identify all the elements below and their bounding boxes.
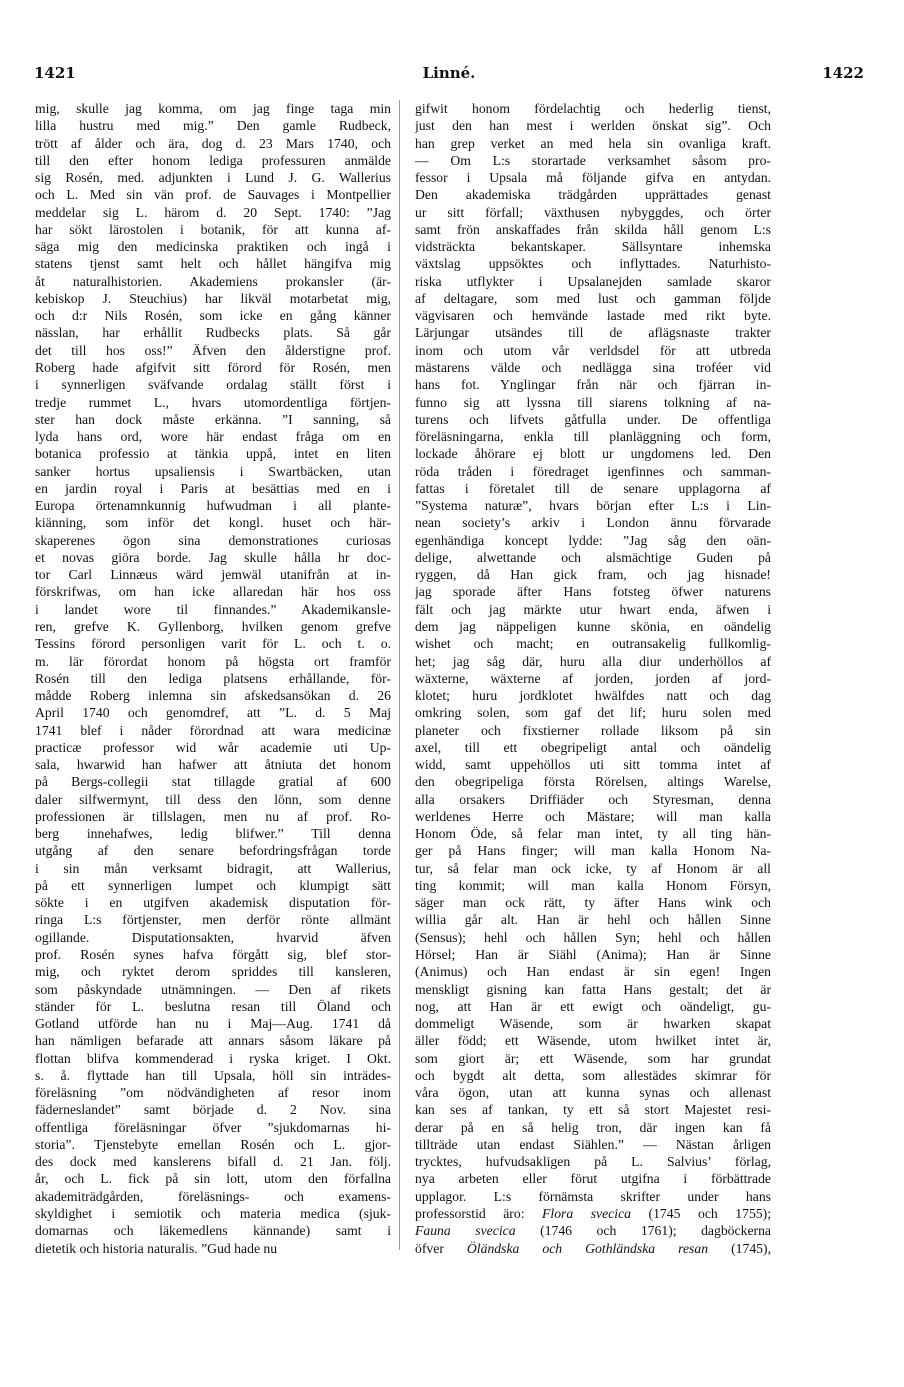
text-line: skaperenes ögon sina demonstrationes curiosas bbox=[35, 532, 391, 548]
text-line: åt naturalhistorien. Akademiens prokansler (är- bbox=[35, 273, 391, 289]
text-line: domarnas och läkemedlens kännande) samt i bbox=[35, 1223, 391, 1239]
text-line: han grep verket an med hela sin ovanliga kraft. bbox=[415, 135, 771, 151]
text-line: omkring solen, som gaf det lif; huru solen med bbox=[415, 705, 771, 721]
text-line: säga mig den medicinska praktiken och ingå i bbox=[35, 239, 391, 255]
text-line: sala, hwarwid han hafwer att åtniuta det honom bbox=[35, 757, 391, 773]
text-line: föreläsningarna, enkla till planläggning och form, bbox=[415, 429, 771, 445]
text-line: riska utflykter i Upsalanejden samlade skaror bbox=[415, 273, 771, 289]
text-line: Den akademiska trädgården upprättades genast bbox=[415, 187, 771, 203]
text-line: och d:r Nils Rosén, som icke en gång känner bbox=[35, 308, 391, 324]
text-line: lyda hans ord, wore här endast fråga om en bbox=[35, 429, 391, 445]
text-line: föreläsning ”om nödvändigheten af resor inom bbox=[35, 1085, 391, 1101]
text-line: widd, samt uppehöllos uti sitt tomma intet af bbox=[415, 757, 771, 773]
text-line: våra ögon, utan att kunna synas och allenast bbox=[415, 1085, 771, 1101]
text-line: s. å. flyttade han till Upsala, höll sin inträdes- bbox=[35, 1067, 391, 1083]
text-line: statens tjenst samt helt och hållet hängifva mig bbox=[35, 256, 391, 272]
text-fragment: (1745 och 1755); bbox=[631, 1206, 771, 1221]
text-line: lilla hustru med mig.” Den gamle Rudbeck, bbox=[35, 118, 391, 134]
text-line: Gotland utförde han nu i Maj—Aug. 1741 då bbox=[35, 1016, 391, 1032]
text-fragment: professorstid äro: bbox=[415, 1206, 543, 1221]
text-line: storia”. Tjenstebyte emellan Rosén och L. gjor- bbox=[35, 1136, 391, 1152]
text-line bbox=[415, 1240, 771, 1257]
book-title-fauna-svecica: Fauna svecica bbox=[415, 1223, 516, 1239]
text-line: alla orsakers Driffiäder och Styresman, denna bbox=[415, 791, 771, 807]
text-line: sökte i en utgifven akademisk disputation för- bbox=[35, 895, 391, 911]
text-line: menskligt gisning kan fatta Hans gestalt; det är bbox=[415, 981, 771, 997]
text-line: 1741 blef i nåder förordnad att wara medicinæ bbox=[35, 722, 391, 738]
text-line: mästarens välde och nedlägga sina troféer vid bbox=[415, 359, 771, 375]
text-line: fält och jag märkte utur hwart enda, äfwen i bbox=[415, 601, 771, 617]
text-fragment: (1746 och 1761); dagböckerna bbox=[515, 1223, 771, 1239]
text-line: äller född; ett Wäsende, utom hwilket intet är, bbox=[415, 1033, 771, 1049]
text-line: utgång af den senare befordringsfrågan torde bbox=[35, 843, 391, 859]
text-line: röda tråden i föredraget igenfinnes och samman- bbox=[415, 463, 771, 479]
book-title-flora-svecica: Flora svecica bbox=[542, 1206, 632, 1221]
text-line: skyldighet i semiotik och materia medica (sjuk- bbox=[35, 1206, 391, 1221]
text-line: han nämligen befarade att annars såsom läkare på bbox=[35, 1033, 391, 1049]
page-header bbox=[34, 64, 864, 88]
text-line: kiänning, som inför det kongl. huset och här- bbox=[35, 515, 391, 531]
text-line: offentliga föreläsningar öfver ”sjukdomarnas hi- bbox=[35, 1119, 391, 1135]
text-line: Europa örtenamnkunnig hufwudman i all plante- bbox=[35, 498, 391, 514]
text-line: i synnerligen sväfvande ordalag ställt först i bbox=[35, 377, 391, 393]
text-line: Roberg hade afgifvit sitt förord för Rosén, men bbox=[35, 359, 391, 375]
text-line: ogillande. Disputationsakten, hvarvid äfven bbox=[35, 929, 391, 945]
column-divider bbox=[399, 100, 400, 1250]
text-line: ständer för L. beslutna resan till Öland och bbox=[35, 998, 391, 1014]
text-line: flottan blifva kommenderad i ryska kriget. I Okt. bbox=[35, 1050, 391, 1066]
page-number-left: 1421 bbox=[34, 64, 76, 82]
text-line: nog, att Han är ett ewigt och oändeligt, gu- bbox=[415, 998, 771, 1014]
text-line: till den efter honom lediga professuren anmälde bbox=[35, 152, 391, 168]
text-line: en jardin royal i Paris at besättias med en i bbox=[35, 480, 391, 496]
left-column bbox=[35, 100, 391, 1257]
text-line: het; jag såg där, huru alla diur underhöllos af bbox=[415, 653, 771, 669]
text-line: ringa L:s förtjenster, men derför rönte allmänt bbox=[35, 912, 391, 928]
text-line: år, och L. fick på sin lott, utom den förfallna bbox=[35, 1171, 391, 1187]
text-line: växtslag uppsöktes och inflyttades. Naturhisto- bbox=[415, 256, 771, 272]
text-line: — Om L:s storartade verksamhet såsom pro- bbox=[415, 152, 771, 168]
text-line: willia går alt. Han är hehl och hållen Sinne bbox=[415, 912, 771, 928]
text-line: mig, och ryktet derom spriddes till kansleren, bbox=[35, 964, 391, 980]
text-line: just den han mest i werlden önskat sig”. Och bbox=[415, 118, 771, 134]
text-line: samt frön anskaffades från skilda håll genom L:s bbox=[415, 221, 771, 237]
text-line: i sin mån verksamt bidragit, att Wallerius, bbox=[35, 860, 391, 876]
text-line: dem jag näppeligen kunne skönia, en oändelig bbox=[415, 618, 771, 634]
text-line: m. lär förordat honom på högsta ort framför bbox=[35, 653, 391, 669]
text-line: trycktes, hufvudsakligen på L. Salvius’ förlag, bbox=[415, 1154, 771, 1170]
text-line: kebiskop J. Steuchius) har likväl motarbetat mig, bbox=[35, 290, 391, 306]
text-line: och bygdt alt detta, som allestädes skimrar för bbox=[415, 1067, 771, 1083]
text-line: tor Carl Linnæus wärd jemwäl utanifrån at in- bbox=[35, 567, 391, 583]
text-line: fessor i Upsala må följande gifva en antydan. bbox=[415, 170, 771, 186]
text-line: delige, alwettande och alsmächtige Guden på bbox=[415, 549, 771, 565]
text-line: kan ses af tankan, ty ett så stort Majestet resi- bbox=[415, 1102, 771, 1118]
text-line: ting kommit; will man kalla Honom Försyn, bbox=[415, 877, 771, 893]
text-line: fattas i företalet till de senare upplagorna af bbox=[415, 480, 771, 496]
text-line: nässlan, har erhållit Rudbecks plats. Så går bbox=[35, 325, 391, 341]
text-line: ryggen, då Han gick fram, och jag hisnade! bbox=[415, 567, 771, 583]
text-line: på Bergs-collegii stat tillagde gratial af 600 bbox=[35, 774, 391, 790]
text-line: dommeligt Wäsende, som är hwarken skapat bbox=[415, 1016, 771, 1032]
text-line: daler silfwermynt, till dess den lönn, som denne bbox=[35, 791, 391, 807]
text-line: (Sensus); hehl och hållen Syn; hehl och hållen bbox=[415, 929, 771, 945]
text-line: tillträde utan endast Siählen.” — Nästan årligen bbox=[415, 1136, 771, 1152]
text-line: sig Rosén, med. adjunkten i Lund J. G. Wallerius bbox=[35, 170, 391, 186]
text-line: Honom Öde, så felar man intet, ty all ting hän- bbox=[415, 826, 771, 842]
text-line: den obegripeliga första Rörelsen, altings Warelse, bbox=[415, 774, 771, 790]
book-title-olandska-resan: Öländska och Gothländska resan bbox=[466, 1240, 709, 1256]
text-line: klotet; huru jordklotet hwälfdes natt och dag bbox=[415, 688, 771, 704]
right-column bbox=[415, 100, 771, 1257]
text-line: jag sporade äfter Hans fotsteg öfwer naturens bbox=[415, 584, 771, 600]
text-line: axel, till ett obegripeligt antal och oändelig bbox=[415, 739, 771, 755]
text-line: funno sig att lyssna till siarens tolkning af na- bbox=[415, 394, 771, 410]
text-line: April 1740 och genomdref, att ”L. d. 5 Maj bbox=[35, 705, 391, 721]
text-line: planeter och fixstierner rollade liksom på sin bbox=[415, 722, 771, 738]
text-line: akademiträdgården, föreläsnings- och examens- bbox=[35, 1188, 391, 1204]
text-fragment: (1745), bbox=[708, 1240, 771, 1256]
text-line: förskrifwas, om han icke allaredan här hos oss bbox=[35, 584, 391, 600]
text-line: mig, skulle jag komma, om jag finge taga min bbox=[35, 101, 391, 116]
text-line: fäderneslandet” samt började d. 2 Nov. sina bbox=[35, 1102, 391, 1118]
text-line: Tessins förord personligen varit för L. och t. o. bbox=[35, 636, 391, 652]
text-line: det till hos oss!” Äfven den ålderstigne prof. bbox=[35, 342, 391, 358]
text-line: practicæ professor wid wår academie uti Up- bbox=[35, 739, 391, 755]
text-line: af deltagare, som med lust och gamman följde bbox=[415, 290, 771, 306]
text-line: des dock med kanslerens bifall d. 21 Jan. följ. bbox=[35, 1154, 391, 1170]
text-line: och L. Med sin vän prof. de Sauvages i Montpellier bbox=[35, 187, 391, 203]
text-line: som giort är; ett Wäsende, som har grundat bbox=[415, 1050, 771, 1066]
text-line: tur, så felar man ock icke, ty af Honom är all bbox=[415, 860, 771, 876]
text-line: ur sitt förfall; växthusen nybyggdes, och örter bbox=[415, 204, 771, 220]
text-line: i landet wore til finnandes.” Akademikansle- bbox=[35, 601, 391, 617]
text-line: dietetik och historia naturalis. ”Gud hade nu bbox=[35, 1240, 278, 1256]
text-line: vägvisaren och hemvände lastade med rikt byte. bbox=[415, 308, 771, 324]
text-line: botanica professio at tänkia uppå, intet en liten bbox=[35, 446, 391, 462]
text-line: har sökt lärostolen i botanik, för att kunna af- bbox=[35, 221, 391, 237]
text-line: werldenes Herre och Mästare; will man kalla bbox=[415, 808, 771, 824]
text-line: tredje rummet L., hvars utomordentliga förtjen- bbox=[35, 394, 391, 410]
text-line bbox=[415, 1222, 771, 1239]
text-line: egenhändiga koncept lydde: ”Jag såg den oän- bbox=[415, 532, 771, 548]
text-line: nean society’s arkiv i London ännu förvarade bbox=[415, 515, 771, 531]
text-line: upplagor. L:s förnämsta skrifter under hans bbox=[415, 1188, 771, 1204]
text-line: på ett synnerligen lumpet och klumpigt sätt bbox=[35, 877, 391, 893]
text-line: wäxterne, wäxterne af jorden, jorden af jord- bbox=[415, 670, 771, 686]
text-line: Lärjungar utsändes till de aflägsnaste trakter bbox=[415, 325, 771, 341]
text-line: mådde Roberg inlemna sin afskedsansökan d. 26 bbox=[35, 688, 391, 704]
text-line: sanker hortus upsaliensis i Swartbäcken, utan bbox=[35, 463, 391, 479]
text-line: prof. Rosén synes hafva förgått sig, blef stor- bbox=[35, 947, 391, 963]
text-line: ”Systema naturæ”, hvars början efter L:s i Lin- bbox=[415, 498, 771, 514]
text-line: gifwit honom fördelachtig och hederlig tienst, bbox=[415, 101, 771, 116]
text-line: Rosén till den lediga platsens erhållande, för- bbox=[35, 670, 391, 686]
text-line: vidsträckta bekantskaper. Sällsyntare inhemska bbox=[415, 239, 771, 255]
text-line: trött af ålder och ära, dog d. 23 Mars 1740, och bbox=[35, 135, 391, 151]
text-line: hans fot. Ynglingar från när och fjärran in- bbox=[415, 377, 771, 393]
text-line bbox=[415, 1205, 771, 1222]
text-line: derar på en så helig tron, där ingen kan få bbox=[415, 1119, 771, 1135]
text-line: inom och utom vår verldsdel för att utbreda bbox=[415, 342, 771, 358]
text-line: lockade åhörare ej blott ur ungdomens led. Den bbox=[415, 446, 771, 462]
text-line: berg innehafwes, ledig blifwer.” Till denna bbox=[35, 826, 391, 842]
text-line: ren, grefve K. Gyllenborg, hvilken genom grefve bbox=[35, 618, 391, 634]
text-line: Hörsel; Han är Siähl (Anima); Han är Sinne bbox=[415, 947, 771, 963]
text-line: säger man ock rätt, ty äfter Hans wink och bbox=[415, 895, 771, 911]
text-line: som påskyndade utnämningen. — Den af rikets bbox=[35, 981, 391, 997]
text-line: (Animus) och Han endast är sin egen! Ingen bbox=[415, 964, 771, 980]
text-line: turens och lifvets gåtfulla under. De offentliga bbox=[415, 411, 771, 427]
text-line: professionen är tillslagen, men nu af prof. Ro- bbox=[35, 808, 391, 824]
page-number-right: 1422 bbox=[822, 64, 864, 82]
text-line: meddelar sig L. härom d. 20 Sept. 1740: ”Jag bbox=[35, 204, 391, 220]
text-line: ger på Hans finger; will man kalla Honom Na- bbox=[415, 843, 771, 859]
text-line: nya arbeten eller förut utgifna i förbättrade bbox=[415, 1171, 771, 1187]
text-line: wishet och macht; en outransakelig fullkomlig- bbox=[415, 636, 771, 652]
running-title: Linné. bbox=[422, 64, 476, 82]
text-line: ster han dock måste erkänna. ”I sanning, så bbox=[35, 411, 391, 427]
text-fragment: öfver bbox=[415, 1240, 467, 1256]
text-line: et novas giöra borde. Jag skulle hålla hr doc- bbox=[35, 549, 391, 565]
